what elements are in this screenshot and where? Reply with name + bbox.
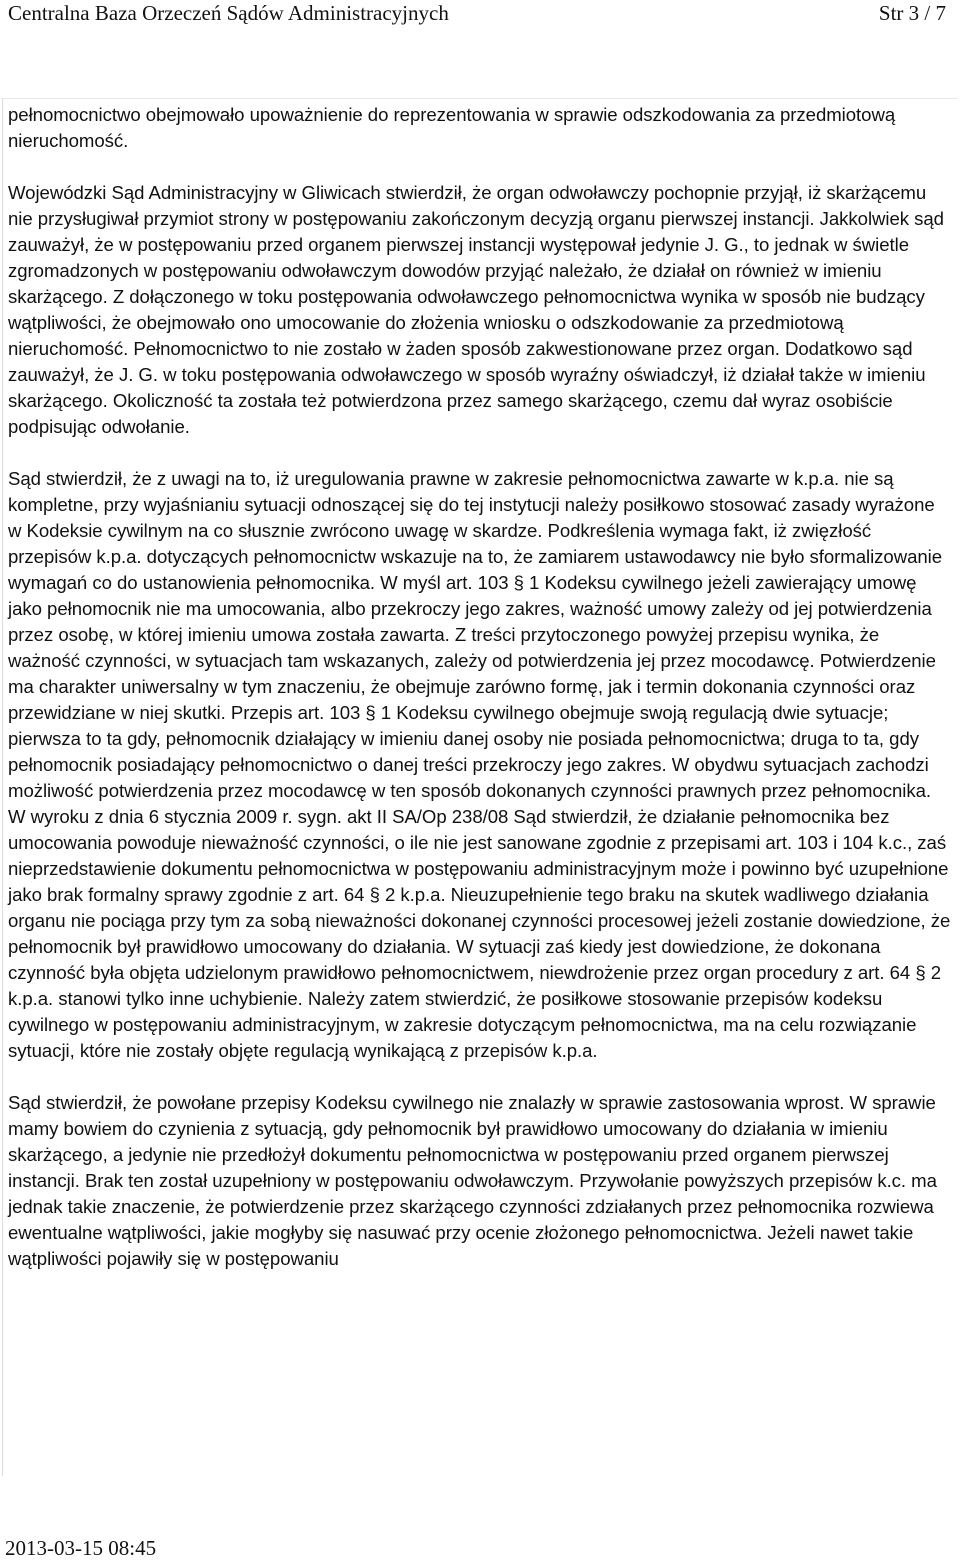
- page-indicator: Str 3 / 7: [878, 1, 946, 25]
- document-body: [8, 102, 952, 1272]
- paragraph: Sąd stwierdził, że z uwagi na to, iż uregulowania prawne w zakresie pełnomocnictwa zawarte w k.p.a. nie są kompletne, przy wyjaśnianiu sytuacji odnoszącej się do tej instytucji należy posiłkowo stosować zasady wyrażone w Kodeksie cywilnym na co słusznie zwrócono uwagę w skardze. Podkreślenia wymaga fakt, iż zwięzłość przepisów k.p.a. dotyczących pełnomocnictw wskazuje na to, że zamiarem ustawodawcy nie było sformalizowanie wymagań co do ustanowienia pełnomocnika. W myśl art. 103 § 1 Kodeksu cywilnego jeżeli zawierający umowę jako pełnomocnik nie ma umocowania, albo przekroczy jego zakres, ważność umowy zależy od jej potwierdzenia przez osobę, w której imieniu umowa została zawarta. Z treści przytoczonego powyżej przepisu wynika, że ważność czynności, w sytuacjach tam wskazanych, zależy od potwierdzenia jej przez mocodawcę. Potwierdzenie ma charakter uniwersalny w tym znaczeniu, że obejmuje zarówno formę, jak i termin dokonania czynności oraz przewidziane w niej skutki. Przepis art. 103 § 1 Kodeksu cywilnego obejmuje swoją regulacją dwie sytuacje; pierwsza to ta gdy, pełnomocnik działający w imieniu danej osoby nie posiada pełnomocnictwa; druga to ta, gdy pełnomocnik posiadający pełnomocnictwo o danej treści przekroczy jego zakres. W obydwu sytuacjach zachodzi możliwość potwierdzenia przez mocodawcę w ten sposób dokonanych czynności prawnych przez pełnomocnika. W wyroku z dnia 6 stycznia 2009 r. sygn. akt II SA/Op 238/08 Sąd stwierdził, że działanie pełnomocnika bez umocowania powoduje nieważność czynności, o ile nie jest sanowane zgodnie z przepisami art. 103 i 104 k.c., zaś nieprzedstawienie dokumentu pełnomocnictwa w postępowaniu administracyjnym może i powinno być uzupełnione jako brak formalny sprawy zgodnie z art. 64 § 2 k.p.a. Nieuzupełnienie tego braku na skutek wadliwego działania organu nie pociąga przy tym za sobą nieważności dokonanej czynności procesowej jeżeli zostanie dowiedzione, że pełnomocnik był prawidłowo umocowany do działania. W sytuacji zaś kiedy jest dowiedzione, że dokonana czynność była objęta udzielonym prawidłowo pełnomocnictwem, niewdrożenie przez organ procedury z art. 64 § 2 k.p.a. stanowi tylko inne uchybienie. Należy zatem stwierdzić, że posiłkowe stosowanie przepisów kodeksu cywilnego w postępowaniu administracyjnym, w zakresie dotyczącym pełnomocnictwa, ma na celu rozwiązanie sytuacji, które nie zostały objęte regulacją wynikającą z przepisów k.p.a.: [8, 468, 951, 1061]
- paragraph: Wojewódzki Sąd Administracyjny w Gliwicach stwierdził, że organ odwoławczy pochopnie przyjął, iż skarżącemu nie przysługiwał przymiot strony w postępowaniu zakończonym decyzją organu pierwszej instancji. Jakkolwiek sąd zauważył, że w postępowaniu przed organem pierwszej instancji występował jedynie J. G., to jednak w świetle zgromadzonych w postępowaniu odwoławczym dowodów przyjąć należało, że działał on również w imieniu skarżącego. Z dołączonego w toku postępowania odwoławczego pełnomocnictwa wynika w sposób nie budzący wątpliwości, że obejmowało ono umocowanie do złożenia wniosku o odszkodowanie za przedmiotową nieruchomość. Pełnomocnictwo to nie zostało w żaden sposób zakwestionowane przez organ. Dodatkowo sąd zauważył, że J. G. w toku postępowania odwoławczego w sposób wyraźny oświadczył, iż działał także w imieniu skarżącego. Okoliczność ta została też potwierdzona przez samego skarżącego, czemu dał wyraz osobiście podpisując odwołanie.: [8, 182, 944, 437]
- page-header: [8, 0, 946, 30]
- paragraph: pełnomocnictwo obejmowało upoważnienie do reprezentowania w sprawie odszkodowania za przedmiotową nieruchomość.: [8, 104, 896, 151]
- paragraph: Sąd stwierdził, że powołane przepisy Kodeksu cywilnego nie znalazły w sprawie zastosowania wprost. W sprawie mamy bowiem do czynienia z sytuacją, gdy pełnomocnik był prawidłowo umocowany do działania w imieniu skarżącego, a jedynie nie przedłożył dokumentu pełnomocnictwa w postępowaniu przed organem pierwszej instancji. Brak ten został uzupełniony w postępowaniu odwoławczym. Przywołanie powyższych przepisów k.c. ma jednak takie znaczenie, że potwierdzenie przez skarżącego czynności zdziałanych przez pełnomocnika rozwiewa ewentualne wątpliwości, jakie mogłyby się nasuwać przy ocenie złożonego pełnomocnictwa. Jeżeli nawet takie wątpliwości pojawiły się w postępowaniu: [8, 1092, 937, 1269]
- print-timestamp: 2013-03-15 08:45: [5, 1536, 157, 1560]
- document-source-title: Centralna Baza Orzeczeń Sądów Administracyjnych: [8, 1, 449, 25]
